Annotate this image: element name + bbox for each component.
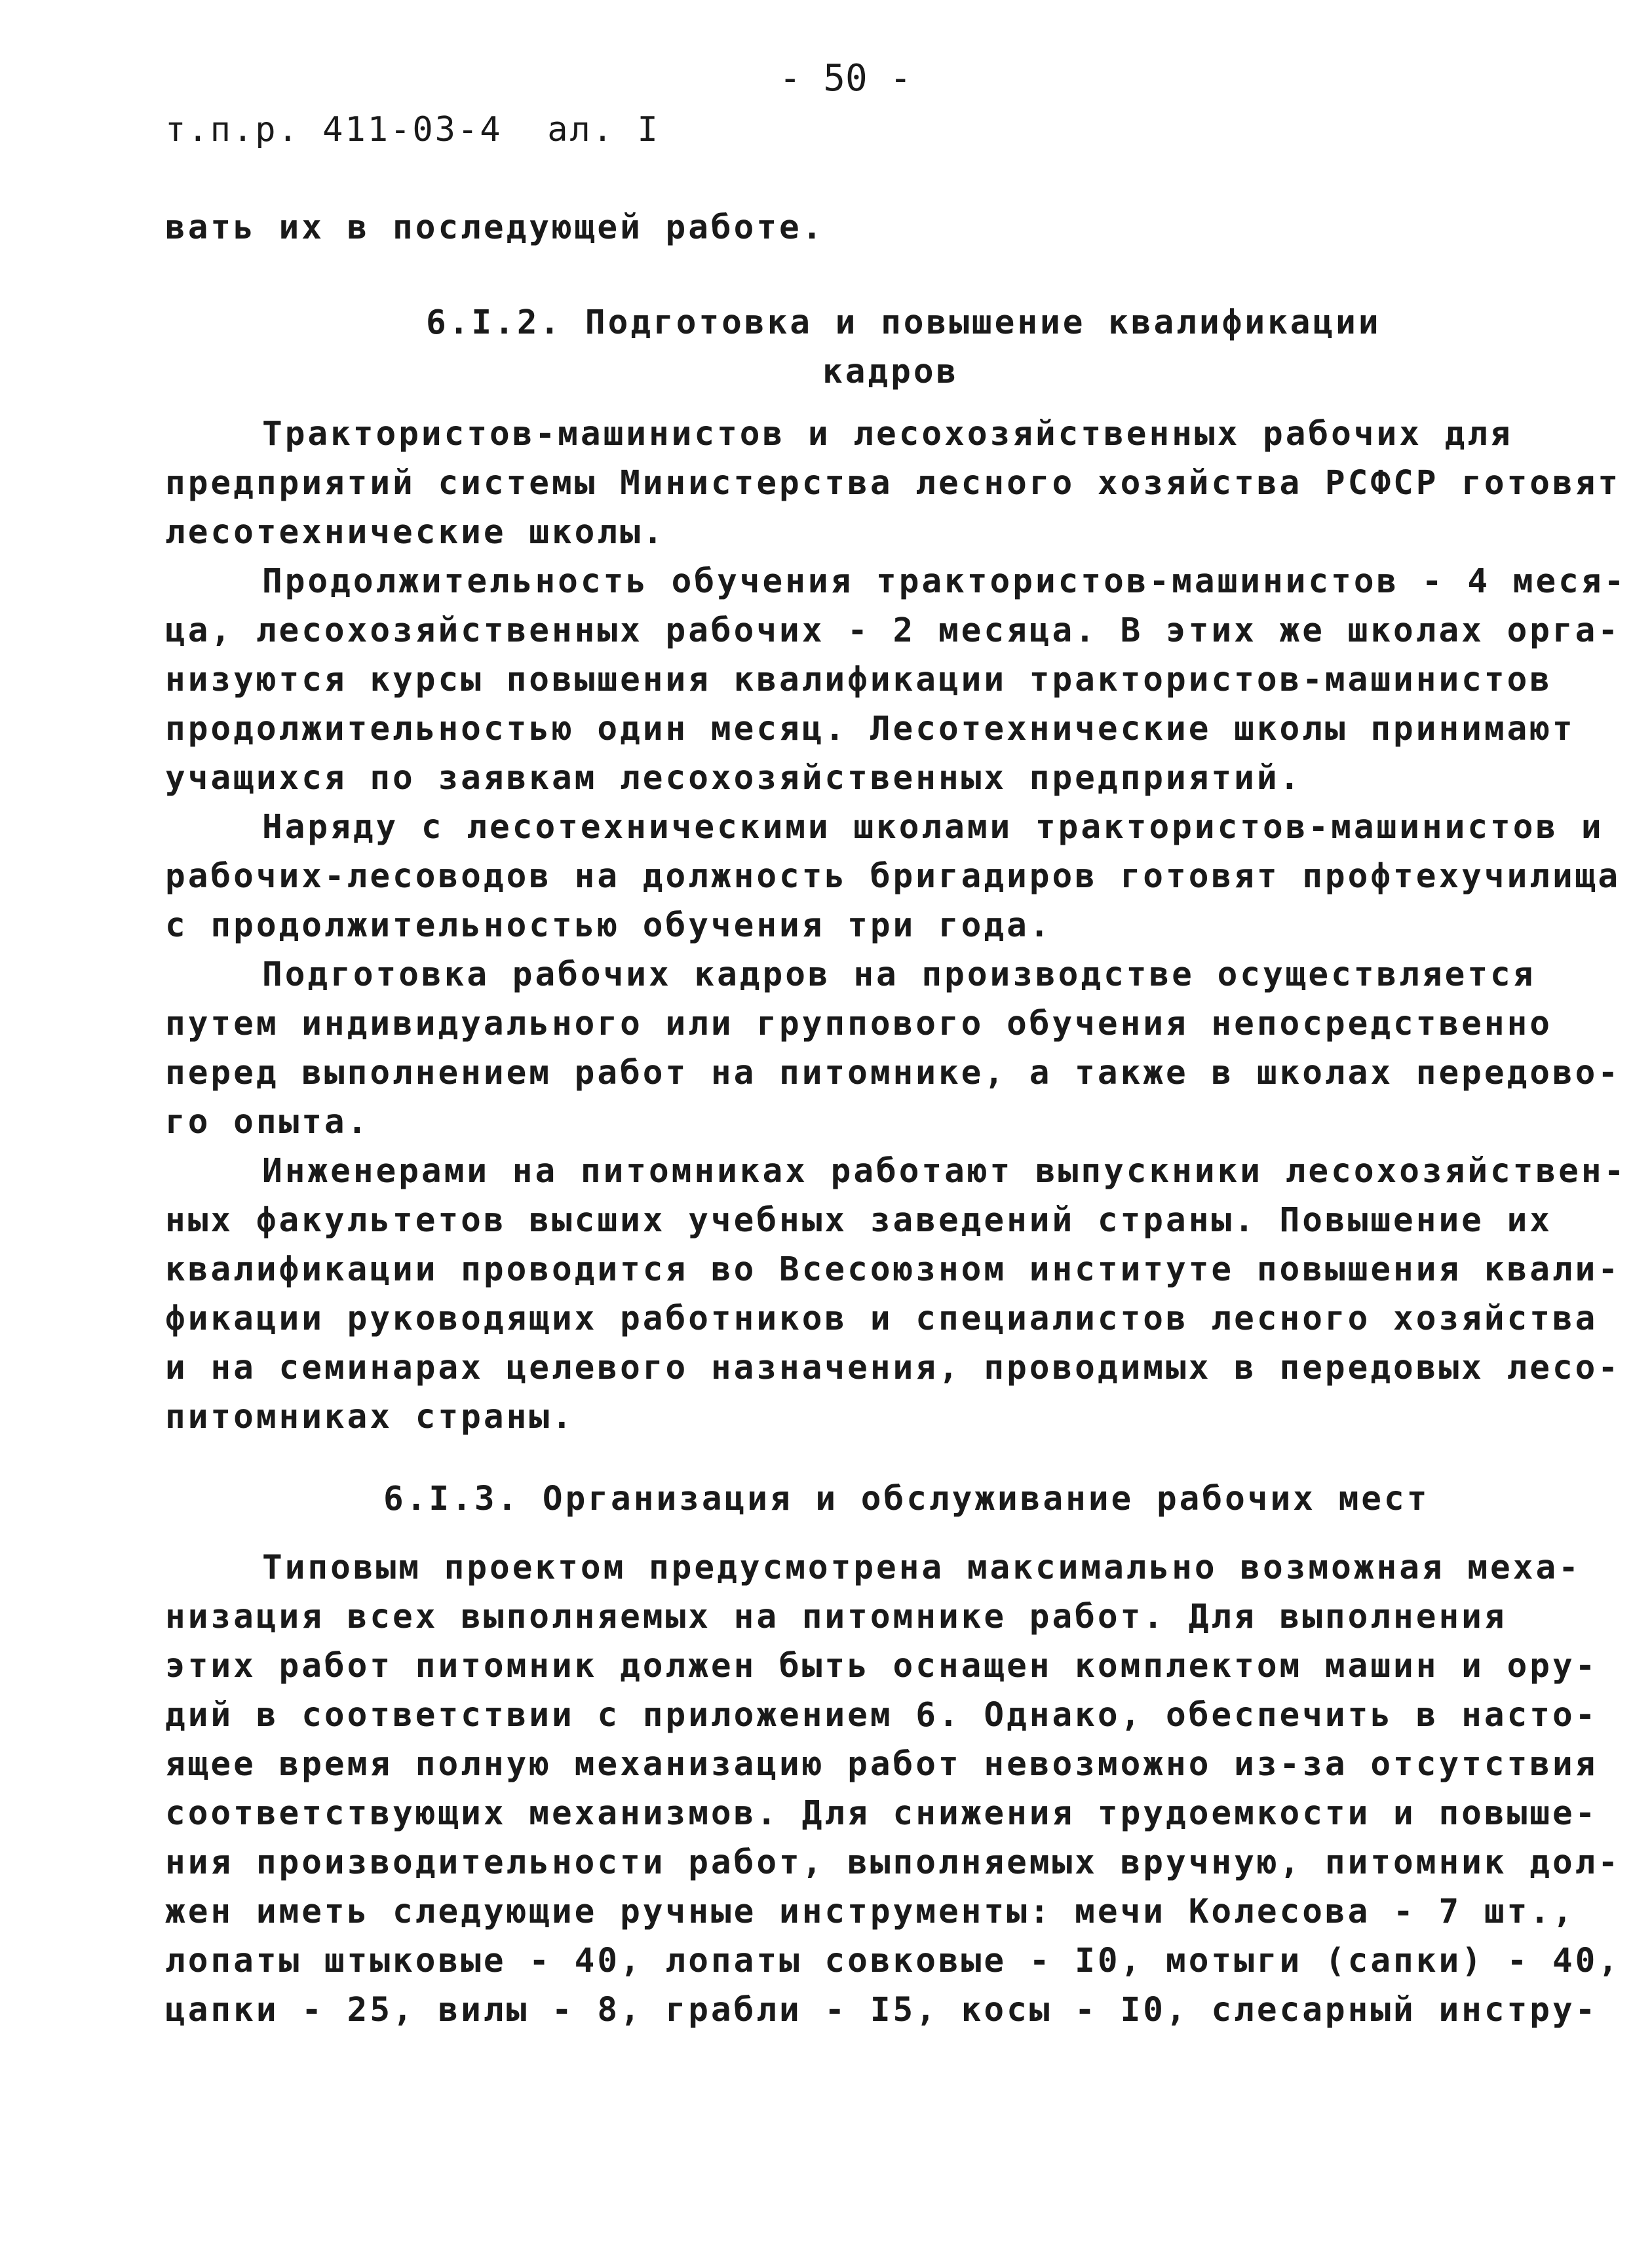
paragraph-line: фикации руководящих работников и специалистов лесного хозяйства xyxy=(165,1299,1598,1338)
section-heading-6-1-3: 6.I.3. Организация и обслуживание рабочих мест xyxy=(383,1480,1430,1518)
document-code: т.п.р. 411-03-4 ал. I xyxy=(165,110,660,149)
paragraph-line: ца, лесохозяйственных рабочих - 2 месяца. В этих же школах орга- xyxy=(165,611,1621,650)
paragraph-line: Подготовка рабочих кадров на производстве осуществляется xyxy=(262,955,1536,994)
paragraph-line: ящее время полную механизацию работ невозможно из-за отсутствия xyxy=(165,1745,1598,1784)
paragraph-line: низуются курсы повышения квалификации трактористов-машинистов xyxy=(165,661,1552,699)
paragraph-line: лесотехнические школы. xyxy=(165,513,666,552)
text-line: вать их в последующей работе. xyxy=(165,208,825,247)
paragraph-line: дий в соответствии с приложением 6. Однако, обеспечить в насто- xyxy=(165,1696,1598,1735)
paragraph-line: и на семинарах целевого назначения, проводимых в передовых лесо- xyxy=(165,1349,1621,1387)
paragraph-line: цапки - 25, вилы - 8, грабли - I5, косы - I0, слесарный инстру- xyxy=(165,1991,1598,2029)
paragraph-line: Продолжительность обучения трактористов-машинистов - 4 меся- xyxy=(262,562,1627,601)
paragraph-line: рабочих-лесоводов на должность бригадиров готовят профтехучилища xyxy=(165,857,1621,896)
paragraph-line: учащихся по заявкам лесохозяйственных предприятий. xyxy=(165,759,1303,798)
paragraph-line: соответствующих механизмов. Для снижения трудоемкости и повыше- xyxy=(165,1794,1598,1833)
paragraph-line: питомниках страны. xyxy=(165,1398,575,1436)
paragraph-line: жен иметь следующие ручные инструменты: мечи Колесова - 7 шт., xyxy=(165,1893,1575,1931)
section-heading-6-1-2-cont: кадров xyxy=(822,353,959,391)
paragraph-line: ния производительности работ, выполняемых вручную, питомник дол- xyxy=(165,1843,1621,1882)
paragraph-line: перед выполнением работ на питомнике, а также в школах передово- xyxy=(165,1054,1621,1092)
paragraph-line: путем индивидуального или группового обучения непосредственно xyxy=(165,1005,1552,1043)
paragraph-line: квалификации проводится во Всесоюзном институте повышения квали- xyxy=(165,1250,1621,1289)
paragraph-line: этих работ питомник должен быть оснащен комплектом машин и ору- xyxy=(165,1647,1598,1685)
paragraph-line: Наряду с лесотехническими школами трактористов-машинистов и xyxy=(262,808,1604,847)
paragraph-line: Инженерами на питомниках работают выпускники лесохозяйствен- xyxy=(262,1152,1627,1191)
paragraph-line: го опыта. xyxy=(165,1103,370,1142)
section-heading-6-1-2: 6.I.2. Подготовка и повышение квалификации xyxy=(426,303,1381,342)
paragraph-line: с продолжительностью обучения три года. xyxy=(165,906,1052,945)
paragraph-line: продолжительностью один месяц. Лесотехнические школы принимают xyxy=(165,710,1575,748)
paragraph-line: лопаты штыковые - 40, лопаты совковые - I0, мотыги (сапки) - 40, xyxy=(165,1942,1621,1980)
page-number: - 50 - xyxy=(778,57,912,100)
paragraph-line: Трактористов-машинистов и лесохозяйственных рабочих для xyxy=(262,415,1513,453)
paragraph-line: ных факультетов высших учебных заведений страны. Повышение их xyxy=(165,1201,1552,1240)
paragraph-line: предприятий системы Министерства лесного хозяйства РСФСР готовят xyxy=(165,464,1621,503)
paragraph-line: Типовым проектом предусмотрена максимально возможная меха- xyxy=(262,1548,1581,1587)
paragraph-line: низация всех выполняемых на питомнике работ. Для выполнения xyxy=(165,1598,1507,1636)
